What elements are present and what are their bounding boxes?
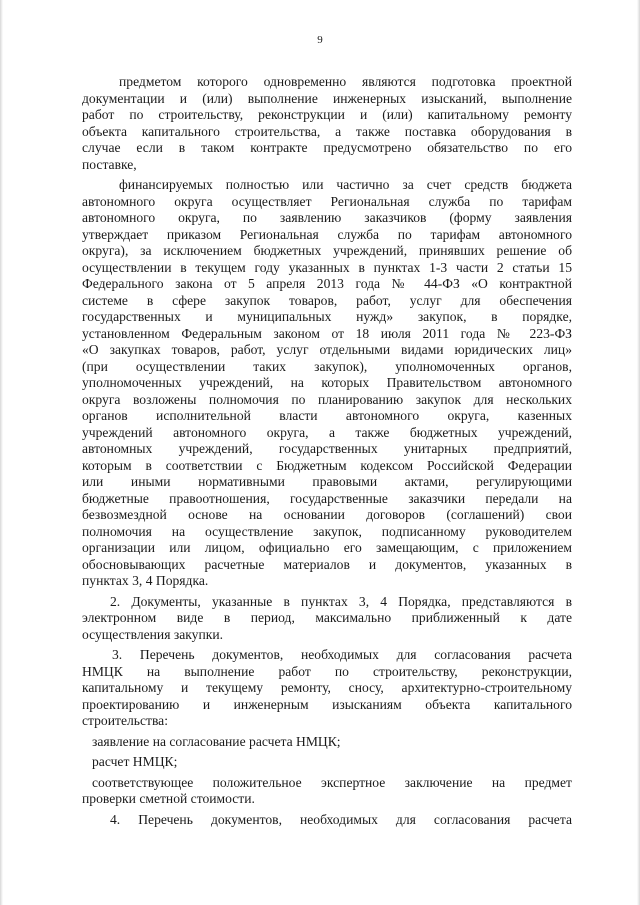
text-line: осуществлении в текущем году указанных в пунктах 1-3 части 2 статьи 15 bbox=[82, 259, 572, 275]
text-line: обосновывающих расчетные материалов и документов, указанных в bbox=[82, 556, 572, 572]
text-line: учреждений автономного округа, а также бюджетных учреждений, bbox=[82, 424, 572, 440]
text-line: строительства: bbox=[82, 713, 168, 728]
text-line: НМЦК на выполнение работ по строительству, реконструкции, bbox=[82, 663, 572, 679]
text-line: работ по строительству, реконструкции и (или) капитальному ремонту bbox=[82, 107, 572, 122]
text-line: поставке, bbox=[82, 156, 137, 172]
text-line: соответствующее положительное экспертное заключение на предмет bbox=[92, 774, 572, 790]
text-line: установленном Федеральным законом от 18 июля 2011 года № 223-ФЗ bbox=[82, 325, 572, 341]
text-line: 2. Документы, указанные в пунктах 3, 4 Порядка, представляются в bbox=[110, 593, 572, 609]
paragraph bbox=[82, 775, 572, 808]
text-line: автономного округа, по заявлению заказчиков (форму заявления bbox=[82, 210, 572, 225]
paragraph bbox=[82, 594, 572, 644]
text-line: автономного округа осуществляет Региональная служба по тарифам bbox=[82, 193, 572, 209]
paragraph bbox=[82, 74, 572, 173]
text-line: документации и (или) выполнение инженерных изысканий, выполнение bbox=[82, 90, 572, 106]
text-line: системе в сфере закупок товаров, работ, услуг для обеспечения bbox=[82, 292, 572, 308]
text-line: автономных учреждений, государственных унитарных предприятий, bbox=[82, 441, 572, 456]
text-line: финансируемых полностью или частично за счет средств бюджета bbox=[119, 177, 572, 192]
text-line: которым в соответствии с Бюджетным кодексом Российской Федерации bbox=[82, 457, 572, 473]
text-line: государственных и муниципальных нужд» закупок, в порядке, bbox=[82, 309, 572, 324]
text-line: предметом которого одновременно являются подготовка проектной bbox=[119, 74, 572, 89]
paragraph bbox=[82, 754, 572, 771]
scan-edge-left bbox=[0, 0, 3, 905]
document-body bbox=[82, 74, 572, 828]
text-line: пунктах 3, 4 Порядка. bbox=[82, 573, 209, 588]
text-line: электронном виде в период, максимально приближенный к дате bbox=[82, 610, 572, 625]
text-line: безвозмездной основе на основании договоров (соглашений) свои bbox=[82, 507, 572, 522]
text-line: осуществления закупки. bbox=[82, 626, 224, 642]
text-line: объекта капитального строительства, а также поставка оборудования в bbox=[82, 123, 572, 139]
text-line: 3. Перечень документов, необходимых для согласования расчета bbox=[112, 647, 572, 662]
text-line: 4. Перечень документов, необходимых для согласования расчета bbox=[110, 811, 572, 827]
text-line: случае если в таком контракте предусмотрено обязательство по его bbox=[82, 140, 572, 155]
text-line: (при осуществлении таких закупок), уполномоченных органов, bbox=[82, 358, 572, 374]
text-line: органов исполнительной власти автономного округа, казенных bbox=[82, 408, 572, 423]
text-line: расчет НМЦК; bbox=[92, 754, 178, 769]
text-line: Федерального закона от 5 апреля 2013 года № 44-ФЗ «О контрактной bbox=[82, 276, 572, 291]
text-line: заявление на согласование расчета НМЦК; bbox=[92, 733, 341, 749]
paragraph bbox=[82, 734, 572, 751]
paragraph bbox=[82, 647, 572, 730]
text-line: капитальному и текущему ремонту, сносу, архитектурно-строительному bbox=[82, 680, 572, 695]
text-line: уполномоченных учреждений, на которых Правительством автономного bbox=[82, 375, 572, 390]
text-line: или иными нормативными правовыми актами, регулирующими bbox=[82, 474, 572, 489]
text-line: бюджетные правоотношения, государственные заказчики передали на bbox=[82, 490, 572, 506]
text-line: «О закупках товаров, работ, услуг отдельными видами юридических лиц» bbox=[82, 342, 572, 357]
text-line: проверки сметной стоимости. bbox=[82, 791, 255, 806]
text-line: утверждает приказом Региональная служба по тарифам автономного bbox=[82, 226, 572, 242]
text-line: проектированию и инженерным изысканиям объекта капитального bbox=[82, 696, 572, 712]
text-line: округа возложены полномочия по планированию закупок для нескольких bbox=[82, 391, 572, 407]
paragraph bbox=[82, 177, 572, 590]
text-line: округа), за исключением бюджетных учреждений, принявших решение об bbox=[82, 243, 572, 258]
paragraph bbox=[82, 812, 572, 829]
text-line: полномочия на осуществление закупок, подписанному руководителем bbox=[82, 523, 572, 539]
page-number: 9 bbox=[317, 34, 323, 46]
text-line: организации или лицом, официально его замещающим, с приложением bbox=[82, 540, 572, 555]
